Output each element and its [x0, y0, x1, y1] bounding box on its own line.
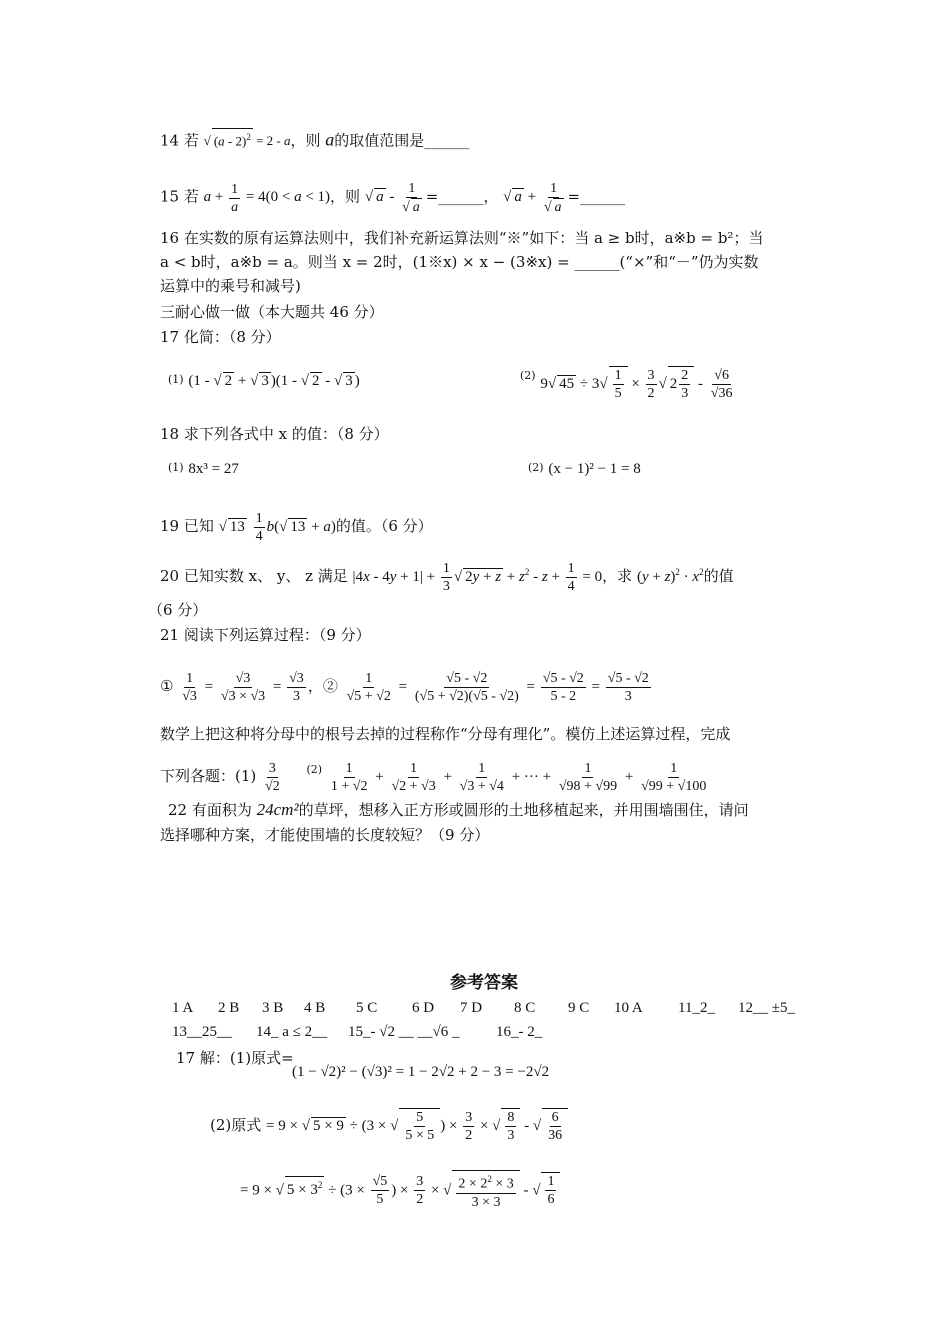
q20-target: $(y + z)^2 \cdot x^2$ — [636, 566, 704, 585]
q21-tasks-pre: 下列各题：(1) — [160, 766, 257, 785]
q17-part1-expr: (1 - √ 2 + √ 3 )(1 - √ 2 - √ 3 ) — [188, 373, 360, 389]
q19-expr: $\frac{1}{4}$ b(√ 13 + a) — [255, 511, 336, 544]
q14-pre: 若 — [183, 131, 199, 150]
answer-17-2-label: (2)原式 — [210, 1115, 262, 1134]
answer-7: 7 D — [460, 1000, 483, 1016]
answer-13: 13__25__ — [172, 1024, 232, 1040]
q18-part1-label: (1) — [168, 461, 184, 474]
answer-6: 6 D — [412, 1000, 435, 1016]
section-3-heading: 三耐心做一做（本大题共 46 分） — [160, 303, 384, 321]
answer-16: 16_- 2_ — [496, 1024, 543, 1040]
q14-formula: √ (a - 2)$^2$ = 2 - a — [204, 133, 291, 148]
answer-11: 11_2_ — [678, 1000, 715, 1016]
question-16-line3: 运算中的乘号和减号) — [160, 277, 301, 295]
question-22-line2: 选择哪种方案，才能使围墙的长度较短？（9 分） — [160, 826, 490, 844]
q15-condition: a + $\frac{1}{a}$ = 4(0 < a < 1) — [203, 181, 331, 215]
answer-9: 9 C — [568, 1000, 590, 1016]
answer-8: 8 C — [514, 1000, 536, 1016]
q17-part1 — [168, 370, 360, 391]
answer-17-label: 17 解：(1)原式= — [176, 1049, 294, 1067]
q21-task-1: $\frac{3}{√2}$ — [265, 761, 280, 794]
q20-score: （6 分） — [148, 601, 208, 619]
question-21-title: 21 阅读下列运算过程：（9 分） — [160, 626, 371, 644]
q22-post: 的草坪，想移入正方形或圆形的土地移植起来，并用围墙围住，请问 — [298, 801, 749, 819]
q17-part2-label: (2) — [520, 369, 536, 382]
q20-post: ，求 — [602, 566, 633, 585]
q20-tail: 的值 — [703, 566, 734, 585]
q15-expr2: √ a + $\frac{1}{√ a}$ — [503, 181, 562, 215]
q19-pre: 19 已知 — [160, 516, 214, 535]
answer-4: 4 B — [304, 1000, 326, 1016]
answer-5: 5 C — [356, 1000, 378, 1016]
q21-task-2-label: (2) — [306, 763, 323, 776]
q15-blank1: =______， — [425, 187, 499, 206]
q21-examples — [160, 670, 653, 705]
q14-number: 14 — [160, 131, 180, 150]
q21-circle-1: ① — [160, 676, 174, 695]
q22-area: 24cm² — [256, 800, 299, 819]
q17-part1-label: (1) — [168, 373, 184, 386]
q18-part2 — [528, 458, 641, 479]
q14-var: a — [325, 129, 335, 150]
q20-pre: 20 已知实数 x、 y、 z 满足 — [160, 566, 348, 585]
question-20 — [160, 560, 734, 595]
q15-mid: ，则 — [330, 187, 361, 206]
q17-part2 — [520, 366, 736, 402]
q20-condition: |4x - 4y + 1| + $\frac{1}{3}$ √ $2y + z + z^2 - z$ + $\frac{1}{4}$ = 0 — [352, 561, 603, 594]
q14-mid: ，则 — [290, 131, 321, 150]
q19-root: √ 13 — [218, 518, 245, 535]
q18-part2-label: (2) — [528, 461, 544, 474]
q15-expr1: √ a - $\frac{1}{√ a}$ — [364, 181, 420, 215]
q14-post: 的取值范围是______ — [334, 131, 470, 150]
question-14 — [160, 128, 469, 151]
answer-14: 14_ a ≤ 2__ — [256, 1024, 328, 1040]
answer-17-2-step1: = 9 × √ 5 × 9 ÷ (3 × √ $\frac{5}{5 \times 5}$ ) × $\frac{3}{2}$ × √ $\frac{8}{3}$ - √ $\frac{6}{36}$ — [266, 1118, 568, 1134]
answer-12: 12__ ±5_ — [738, 1000, 795, 1016]
answer-1: 1 A — [172, 1000, 194, 1016]
question-16-line1: 16 在实数的原有运算法则中，我们补充新运算法则“※”如下：当 a ≥ b时，a※b = b²；当 — [160, 229, 764, 247]
q21-circle-2: ，② — [307, 676, 338, 695]
q21-example-2: $\frac{1}{√5 + √2}$ = $\frac{√5 - √2}{(√5 + √2)(√5 - √2)}$ = $\frac{√5 - √2}{5 - 2}$ = $\frac{√5 - √2}{3}$ — [346, 671, 649, 704]
q15-pre: 若 — [183, 187, 199, 206]
answer-3: 3 B — [262, 1000, 284, 1016]
q22-pre: 22 有面积为 — [168, 801, 252, 819]
q21-tasks — [160, 760, 710, 795]
q18-part2-expr: (x − 1)² − 1 = 8 — [548, 461, 641, 477]
answer-17-2 — [210, 1108, 568, 1144]
q17-part2-expr: 9√ 45 ÷ 3√ $\frac{1}{5}$ × $\frac{3}{2}$ √ 2 $\frac{2}{3}$ - $\frac{√6}{√36}$ — [540, 368, 733, 401]
question-18-title: 18 求下列各式中 x 的值：（8 分） — [160, 425, 389, 443]
q18-part1 — [168, 458, 239, 479]
question-15 — [160, 180, 625, 216]
q21-example-1: $\frac{1}{√3}$ = $\frac{√3}{√3 \times √3}$ = $\frac{√3}{3}$ — [182, 671, 304, 704]
answer-17-2-step2: = 9 × √ $5 \times 3^2 \div (3$ × $\frac{√5}{5}$ ) × $\frac{3}{2}$ × √ $\frac{2 \times 2^2 \times 3}{3 \times 3}$ - √ $\frac{1}{6}$ — [240, 1170, 560, 1211]
q21-text-line1: 数学上把这种将分母中的根号去掉的过程称作“分母有理化”。模仿上述运算过程，完成 — [160, 725, 731, 743]
answer-10: 10 A — [614, 1000, 643, 1016]
question-22-line1 — [168, 800, 749, 820]
answer-17-1: (1 − √2)² − (√3)² = 1 − 2√2 + 2 − 3 = −2√2 — [292, 1064, 550, 1080]
question-16-line2: a < b时，a※b = a。则当 x = 2时，(1※x) × x − (3※x) = ______(“×”和“－”仍为实数 — [160, 253, 759, 271]
q15-blank2: =______ — [567, 187, 626, 206]
question-19 — [160, 510, 433, 545]
q21-task-2: $\frac{1}{1 + √2}$ + $\frac{1}{√2 + √3}$ + $\frac{1}{√3 + √4}$ + ··· + $\frac{1}{√98 + √99}$ + $\frac{1}{√99 + √100}$ — [330, 761, 707, 794]
q18-part1-expr: 8x³ = 27 — [188, 461, 239, 477]
q19-post: 的值。（6 分） — [335, 516, 433, 535]
question-17-title: 17 化简：（8 分） — [160, 328, 281, 346]
answer-2: 2 B — [218, 1000, 240, 1016]
answers-title: 参考答案 — [450, 973, 518, 993]
q15-number: 15 — [160, 187, 180, 206]
answer-15: 15_- √2 __ __√6 _ — [348, 1024, 460, 1040]
